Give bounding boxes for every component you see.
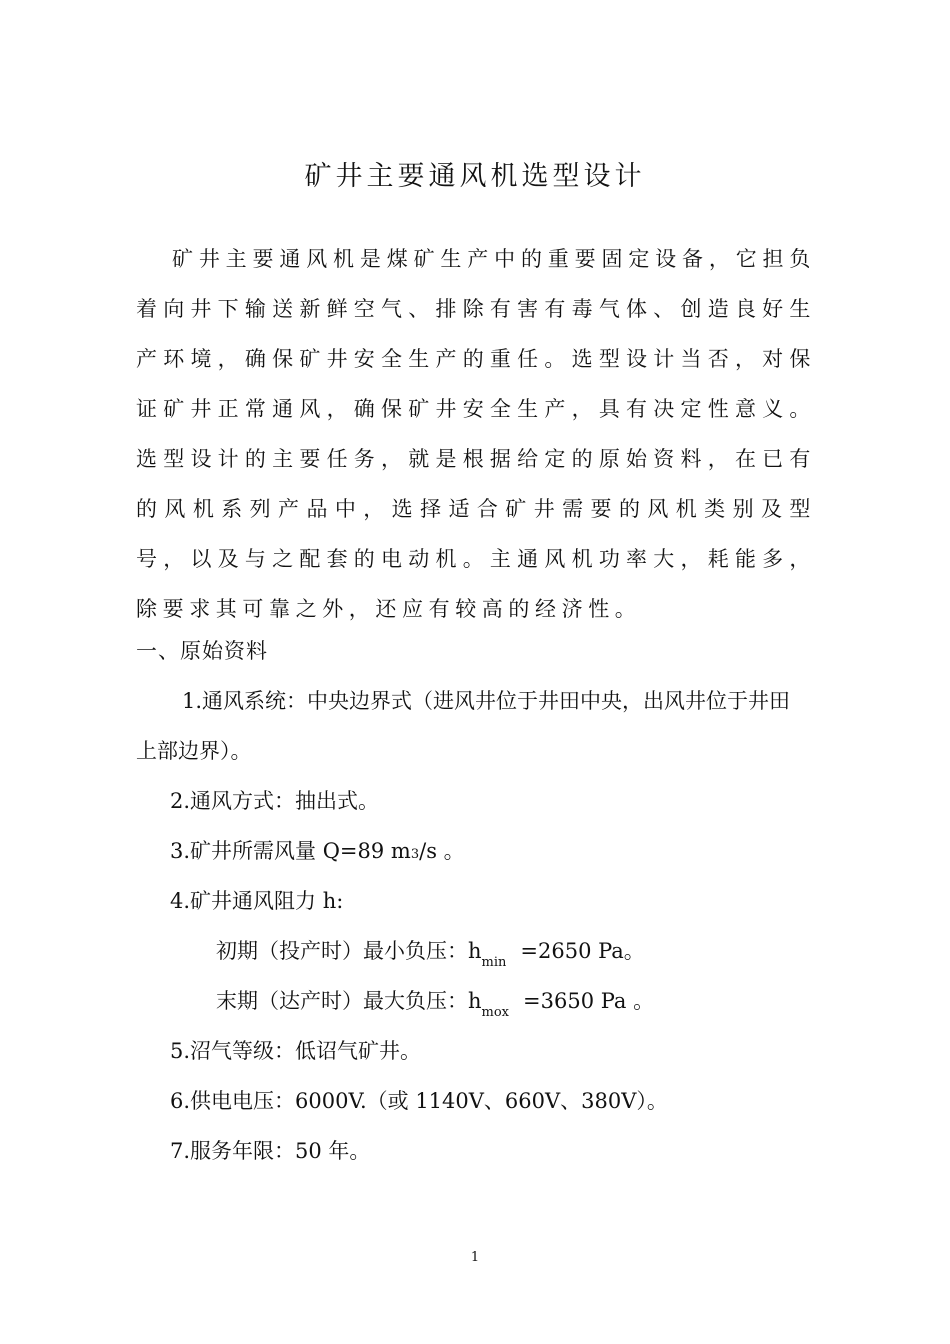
sub-item-max-pressure: [216, 986, 654, 1020]
item-gas-level: 5.沼气等级：低诏气矿井。: [170, 1039, 422, 1063]
intro-paragraph: 矿井主要通风机是煤矿生产中的重要固定设备，它担负着向井下输送新鲜空气、排除有害有毒气体、创造良好生产环境，确保矿井安全生产的重任。选型设计当否，对保证矿井正常通风，确保矿井安全生产，具有决定性意义。选型设计的主要任务，就是根据给定的原始资料，在已有的风机系列产品中，选择适合矿井需要的风机类别及型号，以及与之配套的电动机。主通风机功率大，耗能多，除要求其可靠之外，还应有较高的经济性。: [136, 247, 816, 621]
document-title: 矿井主要通风机选型设计: [304, 161, 646, 192]
max-pressure-text: 末期（达产时）最大负压：h: [216, 989, 482, 1013]
item-ventilation-system-line2: 上部边界）。: [136, 739, 252, 763]
page-number: 1: [470, 1250, 480, 1265]
item-ventilation-method: 2.通风方式：抽出式。: [170, 789, 380, 813]
section-heading: 一、原始资料: [136, 639, 268, 663]
item-supply-voltage: 6.供电电压：6000V.（或 1140V、660V、380V）。: [170, 1089, 668, 1113]
airflow-unit: /s 。: [419, 839, 465, 863]
item-ventilation-system-line1: 1.通风系统：中央边界式（进风井位于井田中央，出风井位于井田: [182, 689, 791, 713]
min-pressure-value: =2650 Pa。: [520, 939, 645, 963]
airflow-exponent: 3: [410, 847, 420, 862]
sub-item-min-pressure: [216, 936, 645, 970]
item-service-life: 7.服务年限：50 年。: [170, 1139, 371, 1163]
max-pressure-subscript: mox: [481, 1005, 510, 1020]
max-pressure-value: =3650 Pa 。: [523, 989, 655, 1013]
airflow-text: 3.矿井所需风量 Q=89 m: [170, 839, 411, 863]
min-pressure-subscript: min: [481, 955, 507, 970]
item-required-airflow: [170, 836, 465, 870]
min-pressure-text: 初期（投产时）最小负压：h: [216, 939, 482, 963]
item-ventilation-resistance: 4.矿井通风阻力 h:: [170, 889, 344, 913]
